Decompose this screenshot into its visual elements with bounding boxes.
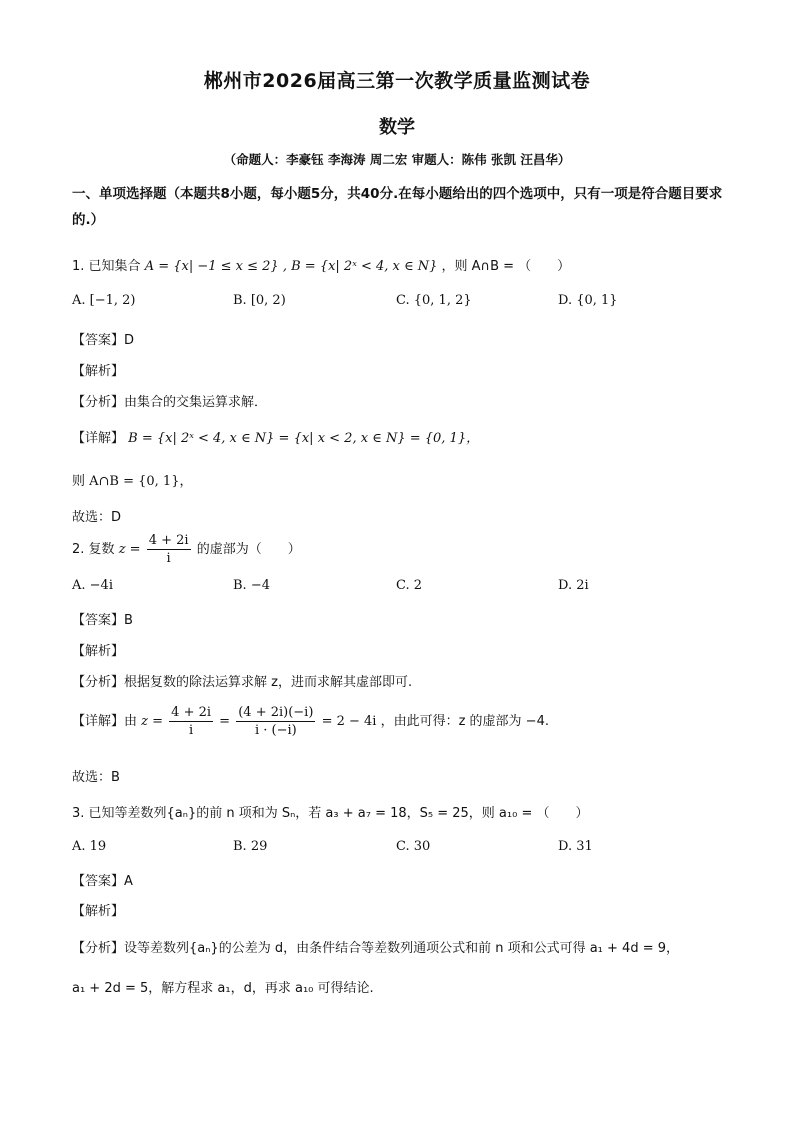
- q2-detail-result: = 2 − 4i: [321, 714, 377, 729]
- authors-line: （命题人：李豪钰 李海涛 周二宏 审题人：陈伟 张凯 汪昌华）: [223, 152, 571, 167]
- q1-option-d: D. {0, 1}: [558, 293, 618, 308]
- q2-option-a: A. −4i: [72, 578, 113, 593]
- q1-detail-math: B = {x| 2ˣ < 4, x ∈ N} = {x| x < 2, x ∈ N} = {0, 1}，: [128, 431, 480, 446]
- q2-jiexi: 【解析】: [72, 644, 125, 659]
- q1-set-a: A = {x| −1 ≤ x ≤ 2}: [144, 259, 279, 274]
- question-1-stem: [72, 255, 570, 274]
- q2-prefix: 2. 复数: [72, 542, 115, 557]
- q1-jiexi: 【解析】: [72, 364, 125, 379]
- q1-suffix: ，则 A∩B = （ ）: [441, 259, 571, 274]
- q2-detail-fraction-1: [169, 704, 213, 739]
- q2-detail-fraction-2: [236, 704, 315, 739]
- q1-detail-label: 【详解】: [72, 431, 125, 446]
- q3-fenxi-line1: 【分析】设等差数列{aₙ}的公差为 d，由条件结合等差数列通项公式和前 n 项和公式可得 a₁ + 4d = 9，: [72, 941, 679, 956]
- question-3-stem: 3. 已知等差数列{aₙ}的前 n 项和为 Sₙ，若 a₃ + a₇ = 18，S₅ = 25，则 a₁₀ = （ ）: [72, 806, 589, 821]
- q1-detail-line2: [72, 470, 192, 489]
- q2-answer: 【答案】B: [72, 613, 133, 628]
- q3-answer: 【答案】A: [72, 874, 133, 889]
- q2-fraction: [147, 532, 191, 567]
- q2-detail-label: 【详解】由: [72, 714, 138, 729]
- q1-detail: [72, 427, 479, 446]
- q1-fenxi: 【分析】由集合的交集运算求解．: [72, 395, 268, 410]
- q3-jiexi: 【解析】: [72, 904, 125, 919]
- q1-detail-line2-text: 则 A∩B = {0, 1}，: [72, 474, 193, 489]
- q3-fenxi-line2: a₁ + 2d = 5，解方程求 a₁，d，再求 a₁₀ 可得结论.: [72, 981, 374, 996]
- q2-detail-fraction-1-den: i: [189, 723, 194, 738]
- question-2-stem: [72, 532, 301, 567]
- q1-choose: 故选：D: [72, 510, 122, 525]
- q1-answer: 【答案】D: [72, 333, 135, 348]
- q3-option-b: B. 29: [233, 839, 268, 854]
- q1-option-a: A. [−1, 2): [72, 293, 136, 308]
- q1-option-c: C. {0, 1, 2}: [396, 293, 472, 308]
- q2-detail-fraction-2-den: i · (−i): [254, 723, 297, 738]
- q2-detail-tail: ，由此可得：z 的虚部为 −4.: [380, 714, 549, 729]
- q2-z-eq: z =: [118, 542, 141, 557]
- q2-detail-fraction-1-num: 4 + 2i: [171, 705, 212, 720]
- q3-option-d: D. 31: [558, 839, 593, 854]
- q1-prefix: 1. 已知集合: [72, 259, 141, 274]
- q2-option-c: C. 2: [396, 578, 423, 593]
- q2-option-d: D. 2i: [558, 578, 589, 593]
- q1-set-b: , B = {x| 2ˣ < 4, x ∈ N}: [282, 259, 438, 274]
- q2-fraction-numerator: 4 + 2i: [148, 533, 189, 548]
- q2-fraction-denominator: i: [166, 551, 171, 566]
- q2-choose: 故选：B: [72, 770, 120, 785]
- q2-suffix: 的虚部为（ ）: [196, 542, 301, 557]
- q2-option-b: B. −4: [233, 578, 270, 593]
- q2-fenxi: 【分析】根据复数的除法运算求解 z，进而求解其虚部即可.: [72, 675, 413, 690]
- q2-detail: 【详解】由 z = $\frac{4 + 2i}{i}$ = $\frac{(4 + 2i)(-i)}{i \cdot (-i)}$ = 2 − 4i ，由此可得：z 的虚部为 −4.: [72, 705, 549, 738]
- subject-title: 数学: [379, 117, 415, 138]
- q1-option-b: B. [0, 2): [233, 293, 286, 308]
- q3-option-c: C. 30: [396, 839, 431, 854]
- section-heading: 一、单项选择题（本题共8小题，每小题5分，共40分.在每小题给出的四个选项中，只有一项是符合题目要求的.）: [72, 186, 723, 228]
- page-title: 郴州市2026届高三第一次教学质量监测试卷: [203, 70, 591, 92]
- q2-detail-fraction-2-num: (4 + 2i)(−i): [238, 705, 314, 720]
- q3-option-a: A. 19: [72, 839, 107, 854]
